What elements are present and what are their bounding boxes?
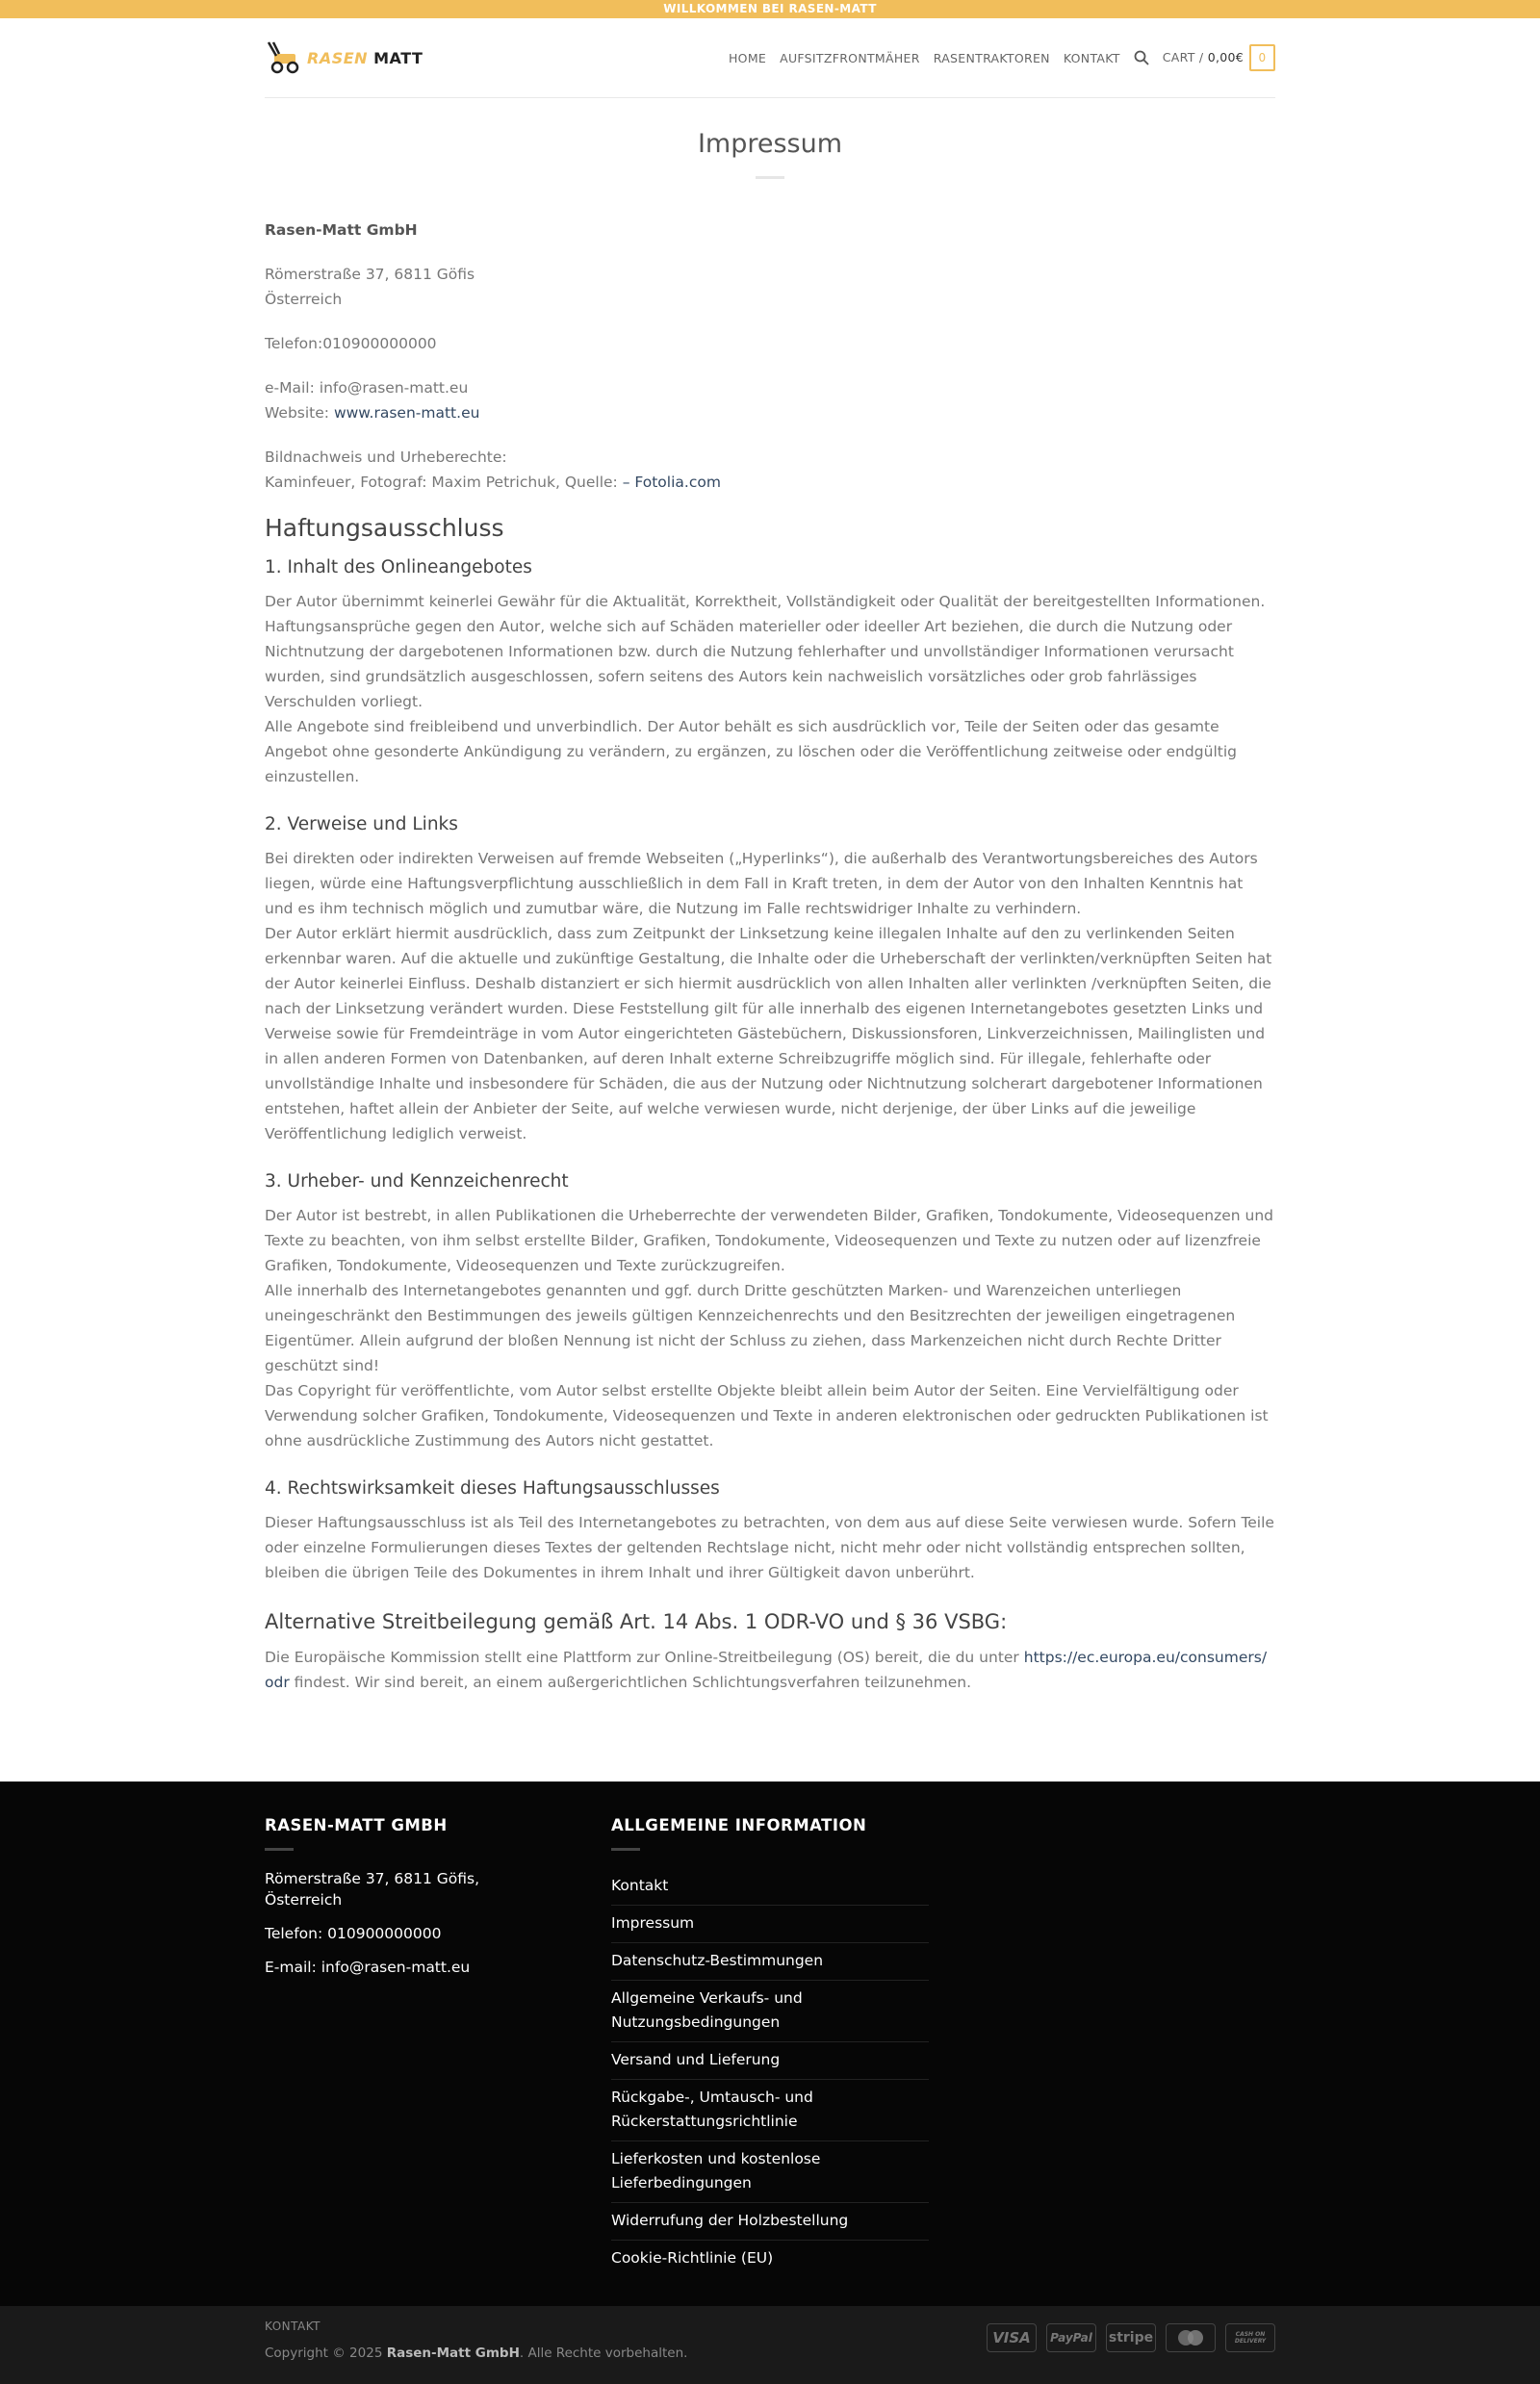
- title-divider: [756, 176, 784, 179]
- cash-on-delivery-icon: CASH ON DELIVERY: [1225, 2323, 1275, 2352]
- company-phone: Telefon:010900000000: [265, 335, 437, 352]
- paypal-icon: PayPal: [1046, 2323, 1096, 2352]
- dispute-resolution-heading: Alternative Streitbeilegung gemäß Art. 14 Abs. 1 ODR-VO und § 36 VSBG:: [265, 1610, 1008, 1633]
- footer-info-title: ALLGEMEINE INFORMATION: [611, 1816, 867, 1834]
- welcome-topbar: WILLKOMMEN BEI RASEN-MATT: [0, 0, 1540, 18]
- section-validity: [265, 1478, 1275, 1585]
- search-icon[interactable]: [1134, 50, 1149, 65]
- copyright-text: Copyright © 2025 Rasen-Matt GmbH. Alle Rechte vorbehalten.: [265, 2346, 688, 2361]
- section-2-text: Bei direkten oder indirekten Verweisen auf fremde Webseiten („Hyperlinks“), die außerhalb des Verantwortungsbereiches des Autors liegen, würde eine Haftungsverpflichtung ausschließlich in dem Fall in Kraft treten, in dem der Autor von den Inhalten Kenntnis hat und es ihm technisch möglich und zumutbar wäre, die Nutzung im Falle rechtswidriger Inhalte zu verhindern. Der Autor erklärt hiermit ausdrücklich, dass zum Zeitpunkt der Linksetzung keine illegalen Inhalte auf den zu verlinkenden Seiten erkennbar waren. Auf die aktuelle und zukünftige Gestaltung, die Inhalte oder die Urheberschaft der verlinkten/verknüpften Seiten hat der Autor keinerlei Einfluss. Deshalb distanziert er sich hiermit ausdrücklich von allen Inhalten aller verlinkten /verknüpften Seiten, die nach der Linksetzung verändert wurden. Diese Feststellung gilt für alle innerhalb des eigenen Internetangebotes gesetzten Links und Verweise sowie für Fremdeinträge in vom Autor eingerichteten Gästebüchern, Diskussionsforen, Linkverzeichnissen, Mailinglisten und in allen anderen Formen von Datenbanken, auf deren Inhalt externe Schreibzugriffe möglich sind. Für illegale, fehlerhafte oder unvollständige Inhalte und insbesondere für Schäden, die aus der Nutzung oder Nichtnutzung solcherart dargebotener Informationen entstehen, haftet allein der Anbieter der Seite, auf welche verwiesen wurde, nicht derjenige, der über Links auf die jeweilige Veröffentlichung lediglich verweist.: [265, 850, 1272, 1142]
- image-credits: Bildnachweis und Urheberechte: Kaminfeuer, Fotograf: Maxim Petrichuk, Quelle: – Fotolia.com: [265, 449, 721, 491]
- footer-link-kontakt[interactable]: Kontakt: [611, 1868, 929, 1906]
- section-2-heading: 2. Verweise und Links: [265, 814, 458, 834]
- footer-company-column: [265, 1816, 553, 2277]
- footer-address: Römerstraße 37, 6811 Göfis, Österreich: [265, 1870, 480, 1909]
- page-title: Impressum: [697, 129, 843, 159]
- footer-phone: Telefon: 010900000000: [265, 1925, 442, 1942]
- odr-link[interactable]: https://ec.europa.eu/consumers/odr: [265, 1649, 1268, 1691]
- section-copyright: [265, 1171, 1275, 1453]
- site-logo[interactable]: [265, 40, 423, 75]
- main-nav: [729, 44, 1275, 71]
- lawnmower-logo-icon: [265, 40, 301, 75]
- disclaimer-heading: Haftungsausschluss: [265, 514, 504, 542]
- dispute-resolution-text: Die Europäische Kommission stellt eine Plattform zur Online-Streitbeilegung (OS) bereit, die du unter https://ec.europa.eu/consumers/odr findest. Wir sind bereit, an einem außergerichtlichen Schlichtungsverfahren teilzunehmen.: [265, 1649, 1268, 1691]
- footer-divider: [611, 1848, 640, 1851]
- bottom-kontakt-link[interactable]: KONTAKT: [265, 2320, 321, 2333]
- fotolia-link[interactable]: – Fotolia.com: [622, 474, 721, 491]
- cart-link[interactable]: CART / 0,00€ 0: [1163, 44, 1275, 71]
- logo-wordmark: RASEN MATT: [307, 48, 424, 67]
- footer-link-versand[interactable]: Versand und Lieferung: [611, 2042, 929, 2080]
- footer-link-impressum[interactable]: Impressum: [611, 1906, 929, 1943]
- company-contact: e-Mail: info@rasen-matt.eu Website: www.rasen-matt.eu: [265, 379, 480, 422]
- cart-count-badge: 0: [1249, 44, 1275, 71]
- footer-link-datenschutz[interactable]: Datenschutz-Bestimmungen: [611, 1943, 929, 1981]
- section-4-heading: 4. Rechtswirksamkeit dieses Haftungsausschlusses: [265, 1478, 720, 1499]
- nav-item-aufsitzfrontmaeher[interactable]: AUFSITZFRONTMÄHER: [780, 50, 920, 65]
- footer-link-lieferkosten[interactable]: Lieferkosten und kostenlose Lieferbedingungen: [611, 2141, 929, 2203]
- visa-icon: VISA: [987, 2323, 1037, 2352]
- section-4-text: Dieser Haftungsausschluss ist als Teil des Internetangebotes zu betrachten, von dem aus auf diese Seite verwiesen wurde. Sofern Teile oder einzelne Formulierungen dieses Textes der geltenden Rechtslage nicht, nicht mehr oder nicht vollständig entsprechen sollten, bleiben die übrigen Teile des Dokumentes in ihrem Inhalt und ihrer Gültigkeit davon unberührt.: [265, 1514, 1274, 1581]
- footer-email: E-mail: info@rasen-matt.eu: [265, 1959, 471, 1976]
- footer-link-cookie[interactable]: Cookie-Richtlinie (EU): [611, 2249, 774, 2267]
- bottom-bar: [0, 2306, 1540, 2384]
- footer-info-column: [611, 1816, 929, 2277]
- footer-link-rueckgabe[interactable]: Rückgabe-, Umtausch- und Rückerstattungsrichtlinie: [611, 2080, 929, 2141]
- section-1-heading: 1. Inhalt des Onlineangebotes: [265, 557, 532, 577]
- site-footer: [0, 1782, 1540, 2306]
- footer-divider: [265, 1848, 294, 1851]
- section-3-heading: 3. Urheber- und Kennzeichenrecht: [265, 1171, 569, 1192]
- section-1-text: Der Autor übernimmt keinerlei Gewähr für die Aktualität, Korrektheit, Vollständigkeit oder Qualität der bereitgestellten Informationen. Haftungsansprüche gegen den Autor, welche sich auf Schäden materieller oder ideeller Art beziehen, die durch die Nutzung oder Nichtnutzung der dargebotenen Informationen bzw. durch die Nutzung fehlerhafter und unvollständiger Informationen verursacht wurden, sind grundsätzlich ausgeschlossen, sofern seitens des Autors kein nachweislich vorsätzliches oder grob fahrlässiges Verschulden vorliegt. Alle Angebote sind freibleibend und unverbindlich. Der Autor behält es sich ausdrücklich vor, Teile der Seiten oder das gesamte Angebot ohne gesonderte Ankündigung zu verändern, zu ergänzen, zu löschen oder die Veröffentlichung zeitweise oder endgültig einzustellen.: [265, 593, 1266, 785]
- footer-company-title: RASEN-MATT GMBH: [265, 1816, 448, 1834]
- nav-item-home[interactable]: HOME: [728, 50, 767, 65]
- section-3-text: Der Autor ist bestrebt, in allen Publikationen die Urheberrechte der verwendeten Bilder, Grafiken, Tondokumente, Videosequenzen und Texte zu beachten, von ihm selbst erstellte Bilder, Grafiken, Tondokumente, Videosequenzen und Texte zu nutzen oder auf lizenzfreie Grafiken, Tondokumente, Videosequenzen und Texte zurückzugreifen. Alle innerhalb des Internetangebotes genannten und ggf. durch Dritte geschützten Marken- und Warenzeichen unterliegen uneingeschränkt den Bestimmungen des jeweils gültigen Kennzeichenrechts und den Besitzrechten der jeweiligen eingetragenen Eigentümer. Allein aufgrund der bloßen Nennung ist nicht der Schluss zu ziehen, dass Markenzeichen nicht durch Rechte Dritter geschützt sind! Das Copyright für veröffentlichte, vom Autor selbst erstellte Objekte bleibt allein beim Autor der Seiten. Eine Vervielfältigung oder Verwendung solcher Grafiken, Tondokumente, Videosequenzen und Texte in anderen elektronischen oder gedruckten Publikationen ist ohne ausdrückliche Zustimmung des Autors nicht gestattet.: [265, 1207, 1273, 1449]
- section-online-content: [265, 557, 1275, 789]
- site-header: [265, 18, 1275, 98]
- website-link[interactable]: www.rasen-matt.eu: [333, 404, 480, 422]
- nav-item-rasentraktoren[interactable]: RASENTRAKTOREN: [933, 50, 1050, 65]
- section-links: [265, 814, 1275, 1146]
- main-content: [265, 98, 1275, 1695]
- payment-icons: [987, 2323, 1275, 2352]
- footer-links: [611, 1868, 929, 2277]
- mastercard-icon: [1166, 2323, 1216, 2352]
- company-name: Rasen-Matt GmbH: [265, 221, 418, 239]
- footer-link-widerrufung[interactable]: Widerrufung der Holzbestellung: [611, 2203, 929, 2241]
- company-address: Römerstraße 37, 6811 Göfis Österreich: [265, 266, 475, 308]
- stripe-icon: stripe: [1106, 2323, 1156, 2352]
- nav-item-kontakt[interactable]: KONTAKT: [1063, 50, 1120, 65]
- footer-link-agb[interactable]: Allgemeine Verkaufs- und Nutzungsbedingungen: [611, 1981, 929, 2042]
